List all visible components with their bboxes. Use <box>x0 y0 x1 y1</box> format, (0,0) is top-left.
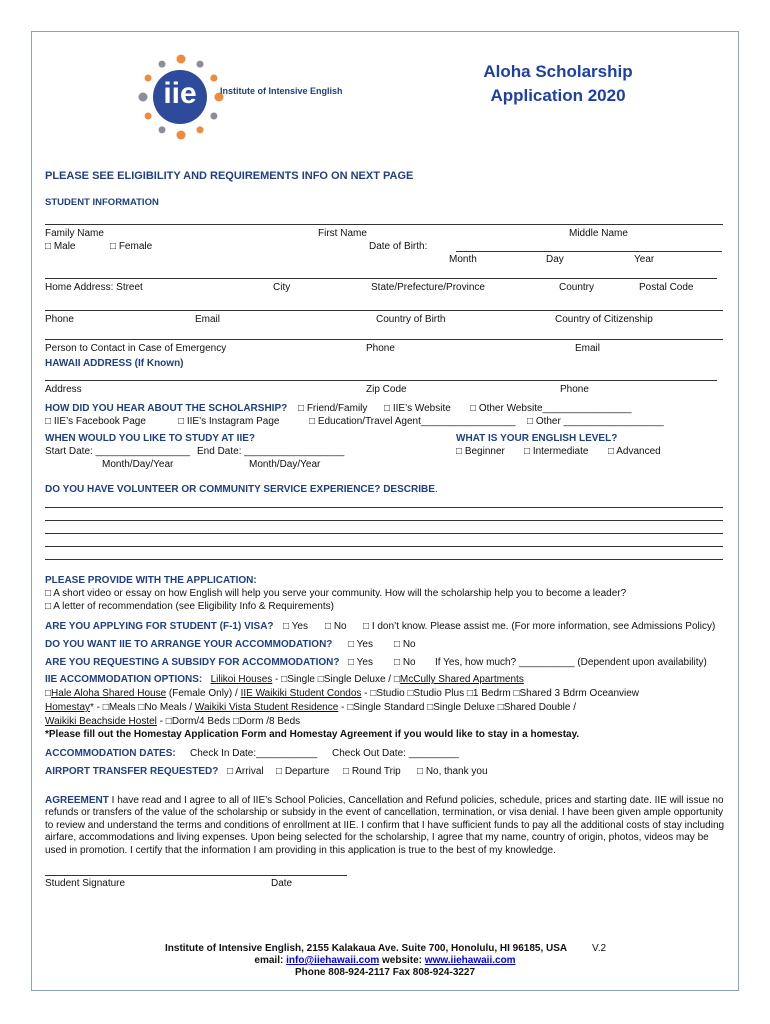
volunteer-question <box>45 484 438 496</box>
other-checkbox[interactable]: □ Other __________________ <box>527 416 664 427</box>
logo-mark: iie <box>163 77 197 110</box>
form-title-line1: Aloha Scholarship <box>483 62 633 81</box>
eligibility-note: PLEASE SEE ELIGIBILITY AND REQUIREMENTS INFO ON NEXT PAGE <box>45 170 414 182</box>
other-website-checkbox[interactable]: □ Other Website________________ <box>470 403 632 414</box>
footer-email-link[interactable]: info@iiehawaii.com <box>286 955 380 966</box>
logo-dot <box>139 93 148 102</box>
condos-options[interactable]: - □Studio □Studio Plus □1 Bedrm □Shared 3 Bdrm Oceanview <box>361 688 640 699</box>
vista-options[interactable]: - □Single Standard □Single Deluxe □Shared Double / <box>338 702 577 713</box>
round-trip-checkbox[interactable]: □ Round Trip <box>343 766 401 777</box>
hawaii-address-line[interactable] <box>45 380 717 381</box>
emergency-phone-label: Phone <box>366 343 395 354</box>
dob-day-label: Day <box>546 254 564 265</box>
arrange-yes-checkbox[interactable]: □ Yes <box>348 639 373 650</box>
logo-dot <box>145 75 152 82</box>
student-condos-link[interactable]: IIE Waikiki Student Condos <box>240 688 362 699</box>
subsidy-yes-checkbox[interactable]: □ Yes <box>348 657 373 668</box>
accom-row-2 <box>45 688 639 700</box>
male-checkbox[interactable]: □ Male <box>45 241 76 252</box>
accom-row-1 <box>45 674 524 686</box>
home-street-label: Home Address: Street <box>45 282 143 293</box>
hale-note: (Female Only) / <box>166 688 241 699</box>
beginner-checkbox[interactable]: □ Beginner <box>456 446 505 457</box>
facebook-checkbox[interactable]: □ IIE’s Facebook Page <box>45 416 146 427</box>
hostel-options[interactable]: - □Dorm/4 Beds □Dorm /8 Beds <box>156 716 301 727</box>
arrange-no-checkbox[interactable]: □ No <box>394 639 416 650</box>
study-question: WHEN WOULD YOU LIKE TO STUDY AT IIE? <box>45 433 256 444</box>
arrival-checkbox[interactable]: □ Arrival <box>227 766 264 777</box>
email-label: Email <box>195 314 221 325</box>
accom-heading: IIE ACCOMMODATION OPTIONS: <box>45 674 203 685</box>
family-name-label: Family Name <box>45 228 104 239</box>
dob-month-label: Month <box>449 254 477 265</box>
name-line[interactable] <box>45 224 723 225</box>
city-label: City <box>273 282 291 293</box>
country-of-birth-label: Country of Birth <box>376 314 446 325</box>
footer-email-label: email: <box>254 955 287 966</box>
hawaii-phone-label: Phone <box>560 384 589 395</box>
student-signature-label: Student Signature <box>45 878 126 889</box>
arrange-question: DO YOU WANT IIE TO ARRANGE YOUR ACCOMMODATION? <box>45 639 333 650</box>
homestay-options[interactable]: * - □Meals □No Meals / <box>90 702 195 713</box>
homestay-link[interactable]: Homestay <box>45 702 91 713</box>
hawaii-zip-label: Zip Code <box>366 384 407 395</box>
first-name-label: First Name <box>318 228 367 239</box>
dob-year-label: Year <box>634 254 655 265</box>
logo-dot <box>159 61 166 68</box>
agreement-text: I have read and I agree to all of IIE’s School Policies, Cancellation and Refund policies, schedule, prices and starting date. IIE will issue no refunds or transfers of the value of the scholarship or subsidy in the event of cancellation, termination, or visa denial. I have been given ample opportunity to review and understand the terms and conditions of enrollment at IIE. I confirm that I have sufficient funds to pay all the additional costs of stay including airfare, accommodations and living expenses. Upon being selected for the scholarship, I agree that my name, country of origin, photos, videos may be used in promotion. I certify that the information I am providing in this application is true to the best of my knowledge. <box>45 795 725 856</box>
volunteer-line-4[interactable] <box>45 546 723 547</box>
form-title-line2: Application 2020 <box>490 86 626 105</box>
subsidy-amount-field[interactable]: If Yes, how much? __________ (Dependent upon availability) <box>435 657 707 668</box>
student-info-heading: STUDENT INFORMATION <box>45 197 159 208</box>
footer-contact <box>0 955 770 967</box>
footer-phone: Phone 808-924-2117 Fax 808-924-3227 <box>294 967 476 978</box>
departure-checkbox[interactable]: □ Departure <box>276 766 330 777</box>
provide-video-essay[interactable]: □ A short video or essay on how English will help you serve your community. How will the scholarship help you to become a leader? <box>45 588 627 599</box>
postal-code-label: Postal Code <box>639 282 694 293</box>
logo-dot <box>177 131 186 140</box>
volunteer-line-5[interactable] <box>45 559 723 560</box>
visa-question: ARE YOU APPLYING FOR STUDENT (F-1) VISA? <box>45 621 274 632</box>
agreement-paragraph <box>45 795 725 857</box>
accom-dates-label: ACCOMMODATION DATES: <box>45 748 176 759</box>
provide-heading: PLEASE PROVIDE WITH THE APPLICATION: <box>45 575 257 586</box>
airport-question: AIRPORT TRANSFER REQUESTED? <box>45 766 219 777</box>
hear-question: HOW DID YOU HEAR ABOUT THE SCHOLARSHIP? <box>45 403 288 414</box>
end-date-format: Month/Day/Year <box>249 459 321 470</box>
subsidy-no-checkbox[interactable]: □ No <box>394 657 416 668</box>
logo-dot <box>145 113 152 120</box>
agreement-label: AGREEMENT <box>45 795 109 806</box>
country-label: Country <box>559 282 595 293</box>
hale-checkbox[interactable]: □ <box>45 688 52 699</box>
signature-date-label: Date <box>271 878 293 889</box>
volunteer-line-2[interactable] <box>45 520 723 521</box>
dob-label: Date of Birth: <box>369 241 428 252</box>
dob-line[interactable] <box>456 251 722 252</box>
footer-website-label: website: <box>379 955 425 966</box>
instagram-checkbox[interactable]: □ IIE’s Instagram Page <box>178 416 280 427</box>
friend-family-checkbox[interactable]: □ Friend/Family <box>298 403 368 414</box>
no-thank-you-checkbox[interactable]: □ No, thank you <box>417 766 488 777</box>
homestay-note: *Please fill out the Homestay Application Form and Homestay Agreement if you would like to stay in a homestay. <box>45 729 580 740</box>
english-level-question: WHAT IS YOUR ENGLISH LEVEL? <box>456 433 618 444</box>
country-of-citizenship-label: Country of Citizenship <box>555 314 653 325</box>
logo-dot <box>210 75 217 82</box>
signature-line[interactable] <box>45 875 347 876</box>
logo-dot <box>197 61 204 68</box>
footer-address: Institute of Intensive English, 2155 Kalakaua Ave. Suite 700, Honolulu, HI 96185, USA <box>165 943 568 954</box>
middle-name-label: Middle Name <box>569 228 628 239</box>
phone-label: Phone <box>45 314 74 325</box>
start-date-format: Month/Day/Year <box>102 459 174 470</box>
volunteer-question-period: . <box>434 484 438 495</box>
vista-link[interactable]: Waikiki Vista Student Residence <box>194 702 339 713</box>
intermediate-checkbox[interactable]: □ Intermediate <box>524 446 589 457</box>
volunteer-line-3[interactable] <box>45 533 723 534</box>
logo-dot <box>210 113 217 120</box>
accom-row-3 <box>45 702 576 714</box>
check-out-field[interactable]: Check Out Date: _________ <box>332 748 459 759</box>
footer-website-link[interactable]: www.iiehawaii.com <box>424 955 516 966</box>
emergency-contact-label: Person to Contact in Case of Emergency <box>45 343 227 354</box>
provide-recommendation[interactable]: □ A letter of recommendation (see Eligibility Info & Requirements) <box>45 601 334 612</box>
logo-dot <box>177 55 186 64</box>
logo-dot <box>159 126 166 133</box>
accom-row-4 <box>45 716 300 728</box>
hawaii-address-label: Address <box>45 384 82 395</box>
lilikoi-options[interactable]: - □Single □Single Deluxe / □ <box>275 674 400 685</box>
emergency-line[interactable] <box>45 339 723 340</box>
emergency-email-label: Email <box>575 343 601 354</box>
subsidy-question: ARE YOU REQUESTING A SUBSIDY FOR ACCOMMODATION? <box>45 657 340 668</box>
visa-dont-know-checkbox[interactable]: □ I don’t know. Please assist me. (For more information, see Admissions Policy) <box>363 621 716 632</box>
visa-yes-checkbox[interactable]: □ Yes <box>283 621 308 632</box>
hale-aloha-link[interactable]: Hale Aloha Shared House <box>51 688 167 699</box>
hawaii-heading: HAWAII ADDRESS (If Known) <box>45 358 184 369</box>
end-date-field[interactable]: End Date: __________________ <box>197 446 345 457</box>
home-address-line[interactable] <box>45 278 717 279</box>
state-label: State/Prefecture/Province <box>371 282 485 293</box>
volunteer-line-1[interactable] <box>45 507 723 508</box>
iie-website-checkbox[interactable]: □ IIE’s Website <box>384 403 451 414</box>
volunteer-question-text: DO YOU HAVE VOLUNTEER OR COMMUNITY SERVICE EXPERIENCE? DESCRIBE <box>45 484 435 495</box>
mccully-link[interactable]: McCully Shared Apartments <box>399 674 524 685</box>
visa-no-checkbox[interactable]: □ No <box>325 621 347 632</box>
female-checkbox[interactable]: □ Female <box>110 241 153 252</box>
logo-name: Institute of Intensive English <box>220 86 343 96</box>
advanced-checkbox[interactable]: □ Advanced <box>608 446 661 457</box>
hostel-link[interactable]: Waikiki Beachside Hostel <box>45 716 157 727</box>
check-in-field[interactable]: Check In Date:___________ <box>190 748 318 759</box>
logo-dot <box>197 126 204 133</box>
lilikoi-houses-link[interactable]: Lilikoi Houses <box>210 674 273 685</box>
start-date-field[interactable]: Start Date: _________________ <box>45 446 191 457</box>
footer-version: V.2 <box>592 943 607 954</box>
travel-agent-checkbox[interactable]: □ Education/Travel Agent_________________ <box>309 416 516 427</box>
contact-line[interactable] <box>45 310 723 311</box>
